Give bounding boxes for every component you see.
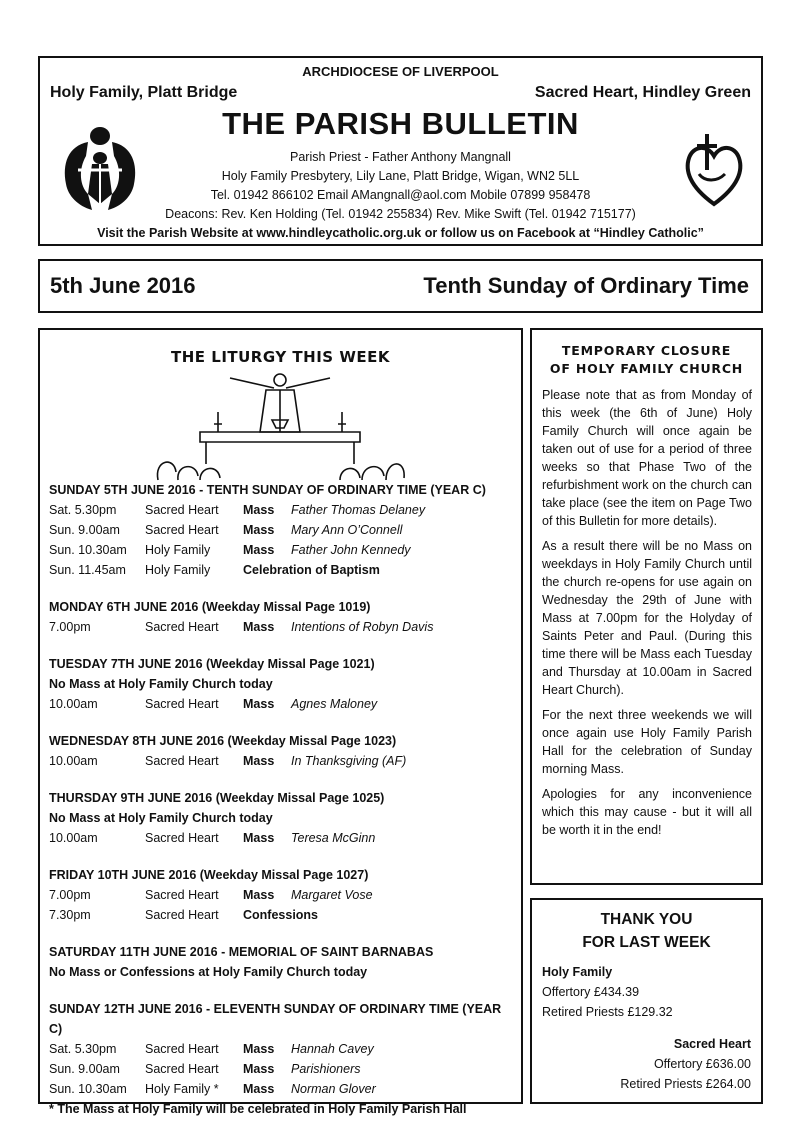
mass-label: Mass	[243, 1082, 275, 1096]
mass-row	[49, 694, 514, 714]
liturgy-day	[49, 999, 514, 1119]
day-heading: FRIDAY 10TH JUNE 2016 (Weekday Missal Page 1027)	[49, 868, 369, 882]
day-heading: THURSDAY 9TH JUNE 2016 (Weekday Missal Page 1025)	[49, 791, 385, 805]
mass-row	[49, 520, 514, 540]
day-heading: SATURDAY 11TH JUNE 2016 - MEMORIAL OF SAINT BARNABAS	[49, 945, 434, 959]
mass-intention: Intentions of Robyn Davis	[291, 620, 434, 634]
mass-label: Mass	[243, 1062, 275, 1076]
sacred-heart-offertory: Offertory £636.00	[653, 1057, 751, 1071]
priest-at-altar-illustration	[140, 372, 420, 482]
mass-church: Sacred Heart	[145, 620, 219, 634]
day-note: No Mass at Holy Family Church today	[49, 677, 273, 691]
mass-row	[49, 617, 514, 637]
mass-church: Holy Family	[145, 563, 211, 577]
mass-church: Sacred Heart	[145, 754, 219, 768]
liturgy-schedule	[49, 480, 514, 1119]
collections-title-line-2: FOR LAST WEEK	[582, 934, 711, 951]
mass-church: Sacred Heart	[145, 888, 219, 902]
mass-label: Mass	[243, 503, 275, 517]
closure-paragraph: Please note that as from Monday of this week (the 6th of June) Holy Family Church will once again be taken out of use for a period of three weeks so that Phase Two of the refurbishment work on the church can take place (see the item on Page Two of this Bulletin for more details).	[542, 388, 752, 528]
mass-row	[49, 1039, 514, 1059]
mass-intention: Parishioners	[291, 1062, 361, 1076]
bulletin-date: 5th June 2016	[50, 273, 196, 298]
mass-intention: Father John Kennedy	[291, 543, 411, 557]
mass-time: Sun. 10.30am	[49, 543, 127, 557]
sacred-heart-label: Sacred Heart	[673, 1037, 751, 1051]
mass-label: Mass	[243, 1042, 275, 1056]
mass-intention: Teresa McGinn	[291, 831, 376, 845]
mass-label: Mass	[243, 620, 275, 634]
mass-intention: Norman Glover	[291, 1082, 376, 1096]
collections-title-line-1: THANK YOU	[600, 911, 693, 928]
mass-intention: Hannah Cavey	[291, 1042, 374, 1056]
holy-family-offertory: Offertory £434.39	[542, 985, 640, 999]
closure-paragraph: As a result there will be no Mass on weekdays in Holy Family Church until the church re-opens for use again on Wednesday the 29th of June with Mass at 7.00pm for the Holyday of Saints Peter and Paul. (During this time there will be Mass each Tuesday and Thursday at 10.00am in Sacred Heart Church).	[542, 539, 752, 697]
day-heading: WEDNESDAY 8TH JUNE 2016 (Weekday Missal Page 1023)	[49, 734, 397, 748]
mass-row	[49, 828, 514, 848]
closure-title-line-2: OF HOLY FAMILY CHURCH	[549, 361, 744, 376]
holy-family-label: Holy Family	[542, 965, 613, 979]
mass-church: Sacred Heart	[145, 1042, 219, 1056]
closure-body	[542, 386, 752, 846]
mass-church: Sacred Heart	[145, 1062, 219, 1076]
liturgy-day	[49, 942, 514, 982]
mass-church: Sacred Heart	[145, 503, 219, 517]
mass-time: 7.00pm	[49, 888, 91, 902]
liturgy-day	[49, 654, 514, 714]
mass-intention: Mary Ann O’Connell	[291, 523, 403, 537]
mass-label: Mass	[243, 543, 275, 557]
mass-time: 10.00am	[49, 754, 98, 768]
day-heading: SUNDAY 12TH JUNE 2016 - ELEVENTH SUNDAY OF ORDINARY TIME (YEAR C)	[49, 1002, 502, 1036]
day-heading: MONDAY 6TH JUNE 2016 (Weekday Missal Page 1019)	[49, 600, 371, 614]
liturgy-title: THE LITURGY THIS WEEK	[171, 348, 390, 366]
mass-intention: Margaret Vose	[291, 888, 373, 902]
mass-church: Sacred Heart	[145, 908, 219, 922]
liturgical-sunday: Tenth Sunday of Ordinary Time	[423, 273, 749, 298]
day-note: No Mass at Holy Family Church today	[49, 811, 273, 825]
mass-label: Mass	[243, 697, 275, 711]
mass-time: Sun. 9.00am	[49, 1062, 120, 1076]
mass-intention: Agnes Maloney	[291, 697, 378, 711]
service-type: Confessions	[243, 908, 319, 922]
mass-time: Sat. 5.30pm	[49, 503, 117, 517]
holy-family-collection	[542, 962, 673, 1022]
closure-title-line-1: TEMPORARY CLOSURE	[561, 343, 732, 358]
mass-row	[49, 1059, 514, 1079]
mass-time: Sun. 9.00am	[49, 523, 120, 537]
mass-time: 10.00am	[49, 831, 98, 845]
mass-time: 7.30pm	[49, 908, 91, 922]
mass-row	[49, 500, 514, 520]
mass-label: Mass	[243, 831, 275, 845]
mass-time: Sun. 11.45am	[49, 563, 126, 577]
parish-priest-line: Parish Priest - Father Anthony Mangnall	[290, 150, 511, 164]
mass-row	[49, 560, 514, 580]
liturgy-day	[49, 788, 514, 848]
closure-paragraph: For the next three weekends we will once again use Holy Family Parish Hall for the celebration of Sunday morning Mass.	[542, 708, 752, 776]
mass-church: Holy Family *	[145, 1082, 219, 1096]
mass-row	[49, 905, 514, 925]
day-heading: SUNDAY 5TH JUNE 2016 - TENTH SUNDAY OF ORDINARY TIME (YEAR C)	[49, 483, 486, 497]
mass-church: Sacred Heart	[145, 831, 219, 845]
mass-row	[49, 885, 514, 905]
sacred-heart-collection	[620, 1034, 751, 1094]
mass-time: 7.00pm	[49, 620, 91, 634]
day-heading: TUESDAY 7TH JUNE 2016 (Weekday Missal Page 1021)	[49, 657, 375, 671]
bulletin-title: THE PARISH BULLETIN	[222, 106, 579, 141]
bulletin-header	[38, 56, 763, 246]
mass-label: Mass	[243, 888, 275, 902]
liturgy-day	[49, 731, 514, 771]
liturgy-day	[49, 597, 514, 637]
parish-sacred-heart: Sacred Heart, Hindley Green	[534, 84, 751, 101]
mass-church: Holy Family	[145, 543, 211, 557]
deacons-line: Deacons: Rev. Ken Holding (Tel. 01942 255834) Rev. Mike Swift (Tel. 01942 715177)	[165, 207, 636, 221]
mass-time: 10.00am	[49, 697, 98, 711]
mass-time: Sat. 5.30pm	[49, 1042, 117, 1056]
mass-row	[49, 540, 514, 560]
closure-title	[532, 342, 761, 378]
date-bar	[38, 259, 763, 313]
liturgy-day	[49, 865, 514, 925]
archdiocese-label: ARCHDIOCESE OF LIVERPOOL	[302, 64, 499, 79]
mass-church: Sacred Heart	[145, 523, 219, 537]
liturgy-panel	[38, 328, 523, 1116]
service-type: Celebration of Baptism	[243, 563, 380, 577]
collections-panel	[530, 898, 763, 1104]
mass-label: Mass	[243, 523, 275, 537]
mass-time: Sun. 10.30am	[49, 1082, 127, 1096]
mass-church: Sacred Heart	[145, 697, 219, 711]
holy-family-retired-priests: Retired Priests £129.32	[542, 1005, 673, 1019]
presbytery-address: Holy Family Presbytery, Lily Lane, Platt Bridge, Wigan, WN2 5LL	[221, 169, 580, 183]
collections-title	[532, 908, 761, 954]
sacred-heart-retired-priests: Retired Priests £264.00	[620, 1077, 751, 1091]
website-line: Visit the Parish Website at www.hindleycatholic.org.uk or follow us on Facebook at “Hindley Catholic”	[97, 226, 704, 240]
mass-label: Mass	[243, 754, 275, 768]
mass-intention: In Thanksgiving (AF)	[291, 754, 407, 768]
parish-holy-family: Holy Family, Platt Bridge	[50, 84, 238, 101]
closure-paragraph: Apologies for any inconvenience which this may cause - but it will all be worth it in the end!	[542, 787, 752, 837]
mass-row	[49, 1079, 514, 1099]
closure-notice-panel	[530, 328, 763, 885]
mass-row	[49, 751, 514, 771]
footnote: * The Mass at Holy Family will be celebrated in Holy Family Parish Hall	[49, 1102, 467, 1116]
day-note: No Mass or Confessions at Holy Family Church today	[49, 965, 368, 979]
contact-line: Tel. 01942 866102 Email AMangnall@aol.com Mobile 07899 958478	[210, 188, 591, 202]
mass-intention: Father Thomas Delaney	[291, 503, 426, 517]
liturgy-day	[49, 480, 514, 580]
